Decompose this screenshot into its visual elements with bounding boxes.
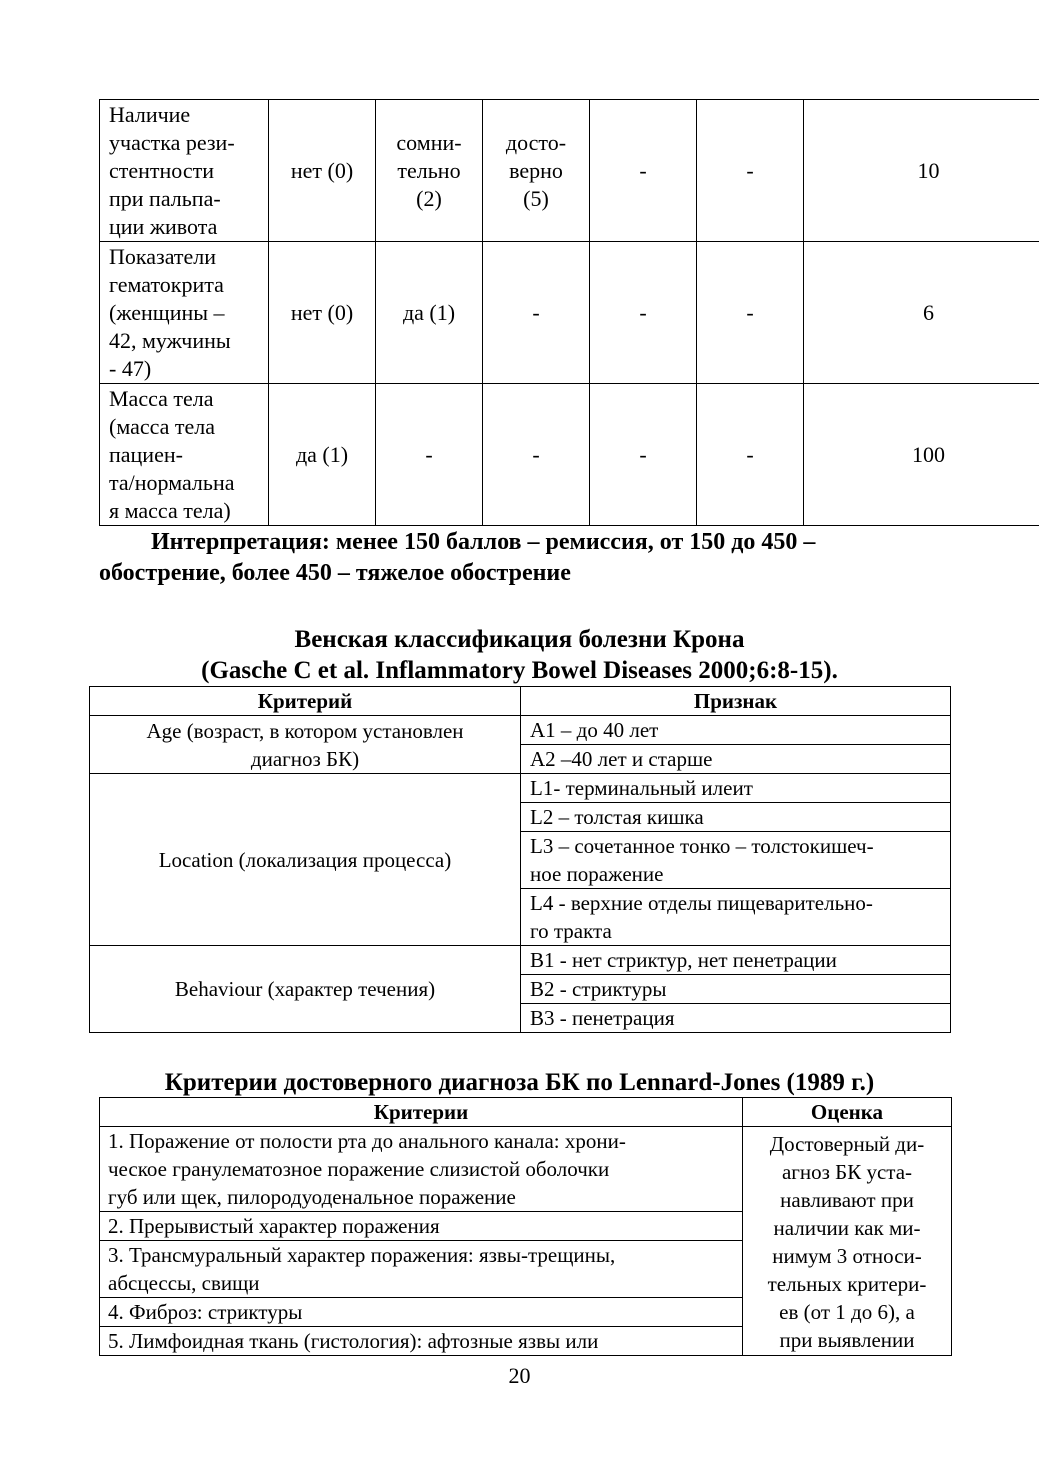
cell-text: -: [639, 441, 647, 467]
score-text: ев (от 1 до 6), а: [779, 1300, 915, 1324]
criterion-cell: [100, 1327, 743, 1356]
criterion-cell: [90, 946, 521, 1033]
sign-cell: [521, 946, 951, 975]
cell-text: да (1): [295, 441, 349, 467]
criterion-text: 5. Лимфоидная ткань (гистология): афтозные язвы или: [108, 1329, 599, 1353]
cell-text: тельно: [397, 157, 461, 183]
sign-text: А2 –40 лет и старше: [530, 747, 713, 771]
table-cell: [804, 100, 1039, 242]
cell-text: -: [746, 157, 754, 183]
row-label-line: та/нормальна: [109, 469, 235, 495]
table-cell: [376, 100, 483, 242]
row-label-line: Масса тела: [109, 385, 214, 411]
table-cell: [483, 242, 590, 384]
table-row: [100, 242, 1039, 384]
header-sign: Признак: [521, 687, 951, 716]
table-cell: [376, 242, 483, 384]
score-text: Достоверный ди-: [769, 1132, 925, 1156]
sign-cell: [521, 716, 951, 745]
criterion-cell: [100, 1241, 743, 1298]
row-label-line: (масса тела: [109, 413, 216, 439]
criterion-cell: [90, 716, 521, 774]
criterion-text: Age (возраст, в котором установлен: [146, 718, 464, 743]
criterion-text: ческое гранулематозное поражение слизистой оболочки: [108, 1157, 610, 1181]
row-label: [100, 100, 269, 242]
row-label-line: (женщины –: [109, 299, 225, 325]
row-label-line: 42, мужчины: [109, 327, 231, 353]
row-label: [100, 242, 269, 384]
score-text: тельных критери-: [767, 1272, 927, 1296]
sign-cell: [521, 889, 951, 946]
cell-text: -: [639, 299, 647, 325]
cell-text: -: [532, 299, 540, 325]
table-cell: [590, 384, 697, 526]
row-label-line: - 47): [109, 355, 152, 381]
table-cell: [697, 100, 804, 242]
sign-text: В1 - нет стриктур, нет пенетрации: [530, 948, 837, 972]
score-text: нимум 3 относи-: [772, 1244, 922, 1268]
criterion-cell: [100, 1212, 743, 1241]
criterion-text: 1. Поражение от полости рта до анального канала: хрони-: [108, 1129, 626, 1153]
row-label: [100, 384, 269, 526]
table-row: [100, 100, 1039, 242]
cell-text: -: [532, 441, 540, 467]
cell-text: 100: [912, 441, 945, 467]
table-row: [100, 1127, 952, 1212]
row-label-line: Показатели: [109, 243, 217, 269]
sign-text: L3 – сочетанное тонко – толстокишеч-: [530, 834, 874, 858]
criterion-text: Location (локализация процесса): [158, 847, 452, 872]
cell-text: 6: [923, 299, 934, 325]
table-row: [90, 774, 951, 803]
cell-text: -: [425, 441, 433, 467]
criterion-cell: [100, 1298, 743, 1327]
criterion-cell: [100, 1127, 743, 1212]
criterion-text: абсцессы, свищи: [108, 1271, 260, 1295]
table-cell: [590, 242, 697, 384]
sign-cell: [521, 774, 951, 803]
table-cell: [483, 384, 590, 526]
table-cell: [376, 384, 483, 526]
cell-text: да (1): [402, 299, 456, 325]
cell-text: верно: [509, 157, 563, 183]
sign-text: L1- терминальный илеит: [530, 776, 753, 800]
cell-text: (2): [416, 185, 442, 211]
criterion-text: 4. Фиброз: стриктуры: [108, 1300, 303, 1324]
cell-text: -: [746, 299, 754, 325]
header-score: Оценка: [743, 1098, 952, 1127]
sign-text: В2 - стриктуры: [530, 977, 667, 1001]
row-label-line: Наличие: [109, 101, 191, 127]
sign-cell: [521, 975, 951, 1004]
sign-cell: [521, 832, 951, 889]
cell-text: нет (0): [290, 299, 354, 325]
criterion-text: Behaviour (характер течения): [174, 977, 436, 1001]
row-label-line: при пальпа-: [109, 185, 221, 211]
row-label-line: ции живота: [109, 213, 218, 239]
lennard-jones-table: [99, 1097, 952, 1356]
cell-text: сомни-: [396, 129, 462, 155]
table-cell: [804, 242, 1039, 384]
criterion-text: диагноз БК): [250, 746, 360, 771]
score-text: навливают при: [780, 1188, 914, 1212]
table-cell: [590, 100, 697, 242]
criterion-text: 2. Прерывистый характер поражения: [108, 1214, 440, 1238]
table-cell: [269, 100, 376, 242]
sign-text: В3 - пенетрация: [530, 1006, 675, 1030]
interpretation: [99, 527, 959, 589]
cell-text: досто-: [505, 129, 567, 155]
sign-text: го тракта: [530, 919, 612, 943]
page-number: 20: [508, 1363, 531, 1388]
lennard-jones-title: Критерии достоверного диагноза БК по Lennard-Jones (1989 г.): [164, 1069, 875, 1096]
row-label-line: я масса тела): [109, 497, 231, 523]
cdai-table: [99, 99, 1039, 526]
sign-text: L4 - верхние отделы пищеварительно-: [530, 891, 873, 915]
cell-text: 10: [917, 157, 940, 183]
table-row: [90, 716, 951, 745]
score-text: агноз БК уста-: [781, 1160, 913, 1184]
table-row: [90, 946, 951, 975]
table-cell: [269, 242, 376, 384]
criterion-cell: [90, 774, 521, 946]
criterion-text: губ или щек, пилородуоденальное поражение: [108, 1185, 516, 1209]
table-cell: [269, 384, 376, 526]
header-criteria: Критерии: [100, 1098, 743, 1127]
sign-text: L2 – толстая кишка: [530, 805, 704, 829]
vienna-title: Венская классификация болезни Крона: [294, 626, 745, 653]
sign-cell: [521, 1004, 951, 1033]
table-cell: [697, 384, 804, 526]
cell-text: -: [746, 441, 754, 467]
table-cell: [697, 242, 804, 384]
interpretation-line-2: обострение, более 450 – тяжелое обострение: [99, 560, 571, 586]
table-cell: [804, 384, 1039, 526]
criterion-text: 3. Трансмуральный характер поражения: язвы-трещины,: [108, 1243, 616, 1267]
sign-text: А1 – до 40 лет: [530, 718, 659, 742]
header-criterion: Критерий: [90, 687, 521, 716]
sign-cell: [521, 803, 951, 832]
score-text: при выявлении: [779, 1328, 915, 1352]
sign-text: ное поражение: [530, 862, 664, 886]
interpretation-line-1: Интерпретация: менее 150 баллов – ремиссия, от 150 до 450 –: [151, 529, 816, 555]
cell-text: нет (0): [290, 157, 354, 183]
vienna-subtitle: (Gasche C et al. Inflammatory Bowel Diseases 2000;6:8-15).: [201, 657, 838, 684]
score-cell: [743, 1127, 952, 1356]
cell-text: -: [639, 157, 647, 183]
table-cell: [483, 100, 590, 242]
table-row: [100, 384, 1039, 526]
sign-cell: [521, 745, 951, 774]
row-label-line: стентности: [109, 157, 215, 183]
row-label-line: пациен-: [109, 441, 183, 467]
row-label-line: участка рези-: [109, 129, 235, 155]
cell-text: (5): [523, 185, 549, 211]
vienna-table: [89, 686, 951, 1033]
row-label-line: гематокрита: [109, 271, 224, 297]
score-text: наличии как ми-: [773, 1216, 921, 1240]
